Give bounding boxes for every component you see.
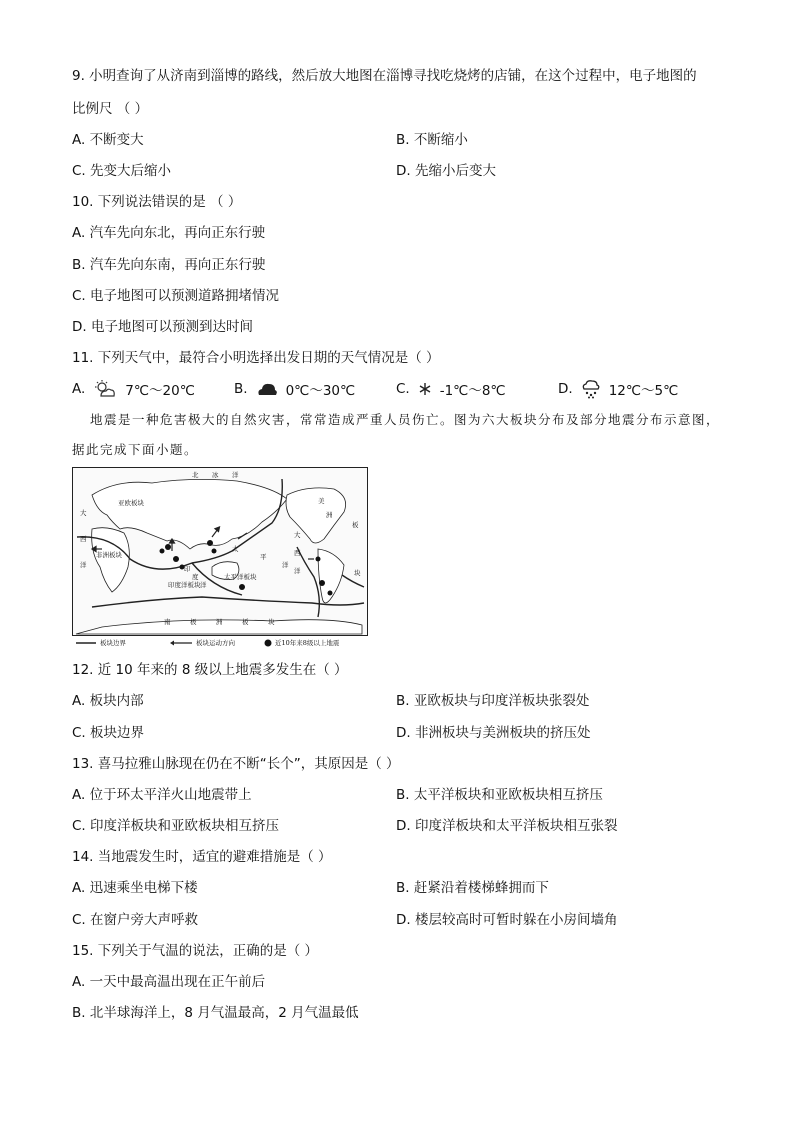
q12-option-a: A. 板块内部: [72, 693, 144, 709]
q12-option-c: C. 板块边界: [72, 725, 145, 741]
q13-stem: 13. 喜马拉雅山脉现在仍在不断“长个”，其原因是（ ）: [72, 756, 400, 772]
q12-option-d: D. 非洲板块与美洲板块的挤压处: [396, 725, 591, 741]
q15-option-a: A. 一天中最高温出现在正午前后: [72, 974, 266, 990]
map-label-26: 冰: [212, 471, 219, 479]
map-label-1: 非洲板块: [96, 551, 122, 559]
map-label-8: 块: [268, 618, 275, 626]
q11-option-b: [234, 379, 355, 399]
rain-icon: [581, 379, 601, 399]
q11-option-d-letter: D.: [558, 381, 573, 397]
map-label-7: 板: [242, 618, 249, 626]
map-label-24: 洋: [200, 581, 207, 589]
q15-option-b: B. 北半球海洋上，8 月气温最高，2 月气温最低: [72, 1005, 359, 1021]
map-label-18: 块: [354, 569, 361, 577]
map-label-9: 大: [80, 509, 87, 517]
q10-option-a: A. 汽车先向东北，再向正东行驶: [72, 225, 266, 241]
map-label-11: 洋: [80, 561, 87, 569]
cloudy-icon: [256, 380, 278, 398]
map-label-6: 洲: [216, 618, 223, 626]
map-label-2: 印度洋板块: [168, 581, 201, 589]
q9-option-b: B. 不断缩小: [396, 132, 468, 148]
map-label-27: 洋: [232, 471, 239, 479]
q10-option-c: C. 电子地图可以预测道路拥堵情况: [72, 288, 280, 304]
q14-stem: 14. 当地震发生时，适宜的避难措施是（ ）: [72, 849, 332, 865]
q9-option-c: C. 先变大后缩小: [72, 163, 172, 179]
q13-option-b: B. 太平洋板块和亚欧板块相互挤压: [396, 787, 603, 803]
map-label-25: 北: [192, 471, 199, 479]
q11-option-c: [396, 379, 506, 399]
q12-stem: 12. 近 10 年来的 8 级以上地震多发生在（ ）: [72, 662, 348, 678]
q11-option-b-temp: 0℃～30℃: [285, 383, 356, 399]
q14-option-c: C. 在窗户旁大声呼救: [72, 912, 199, 928]
sunny-cloudy-icon: [93, 379, 117, 399]
q10-option-d: D. 电子地图可以预测到达时间: [72, 319, 253, 335]
map-label-4: 南: [164, 618, 171, 626]
plate-map-figure: [72, 467, 368, 649]
q9-option-a: A. 不断变大: [72, 132, 144, 148]
q9-stem-line1: 9. 小明查询了从济南到淄博的路线，然后放大地图在淄博寻找吃烧烤的店铺，在这个过程中，电子地图的: [72, 68, 697, 84]
q11-option-a-temp: 7℃～20℃: [125, 383, 195, 399]
q11-stem: 11. 下列天气中，最符合小明选择出发日期的天气情况是（ ）: [72, 350, 440, 366]
q9-stem-line2: 比例尺 （ ）: [72, 101, 149, 117]
map-legend: [76, 638, 340, 647]
map-label-16: 洲: [326, 511, 333, 519]
snow-icon: [418, 382, 432, 396]
q11-option-a: [72, 379, 195, 399]
legend-earthquake: 近10年来8级以上地震: [275, 639, 340, 647]
map-label-10: 西: [80, 535, 87, 543]
q11-option-c-letter: C.: [396, 381, 410, 397]
map-label-5: 极: [190, 618, 197, 626]
q11-option-a-letter: A.: [72, 381, 86, 397]
q13-option-c: C. 印度洋板块和亚欧板块相互挤压: [72, 818, 280, 834]
legend-plate-boundary: 板块边界: [100, 639, 126, 647]
legend-plate-motion: 板块运动方向: [196, 639, 235, 647]
reading-passage: 地震是一种危害极大的自然灾害，常常造成严重人员伤亡。图为六大板块分布及部分地震分布示意图，据此完成下面小题。: [72, 412, 721, 457]
q10-option-b: B. 汽车先向东南，再向正东行驶: [72, 257, 266, 273]
q11-option-d-temp: 12℃～5℃: [608, 383, 679, 399]
map-label-22: 印: [184, 565, 191, 573]
map-label-15: 美: [318, 497, 325, 505]
q13-option-a: A. 位于环太平洋火山地震带上: [72, 787, 252, 803]
q11-option-d: [558, 379, 678, 399]
map-label-14: 洋: [294, 567, 301, 575]
map-label-21: 洋: [282, 561, 289, 569]
map-label-20: 平: [260, 553, 267, 561]
q14-option-b: B. 赶紧沿着楼梯蜂拥而下: [396, 880, 549, 896]
map-label-3: 太平洋板块: [224, 573, 257, 581]
map-label-23: 度: [192, 573, 199, 581]
map-label-19: 太: [232, 545, 239, 553]
q10-stem: 10. 下列说法错误的是 （ ）: [72, 194, 242, 210]
q14-option-a: A. 迅速乘坐电梯下楼: [72, 880, 198, 896]
map-label-12: 大: [294, 531, 301, 539]
q15-stem: 15. 下列关于气温的说法，正确的是（ ）: [72, 943, 319, 959]
q9-option-d: D. 先缩小后变大: [396, 163, 496, 179]
q13-option-d: D. 印度洋板块和太平洋板块相互张裂: [396, 818, 618, 834]
q14-option-d: D. 楼层较高时可暂时躲在小房间墙角: [396, 912, 618, 928]
map-label-0: 亚欧板块: [118, 499, 144, 507]
q11-option-c-temp: -1℃～8℃: [439, 383, 506, 399]
map-label-13: 西: [294, 549, 301, 557]
q12-option-b: B. 亚欧板块与印度洋板块张裂处: [396, 693, 590, 709]
map-label-17: 板: [352, 521, 359, 529]
q11-option-b-letter: B.: [234, 381, 248, 397]
